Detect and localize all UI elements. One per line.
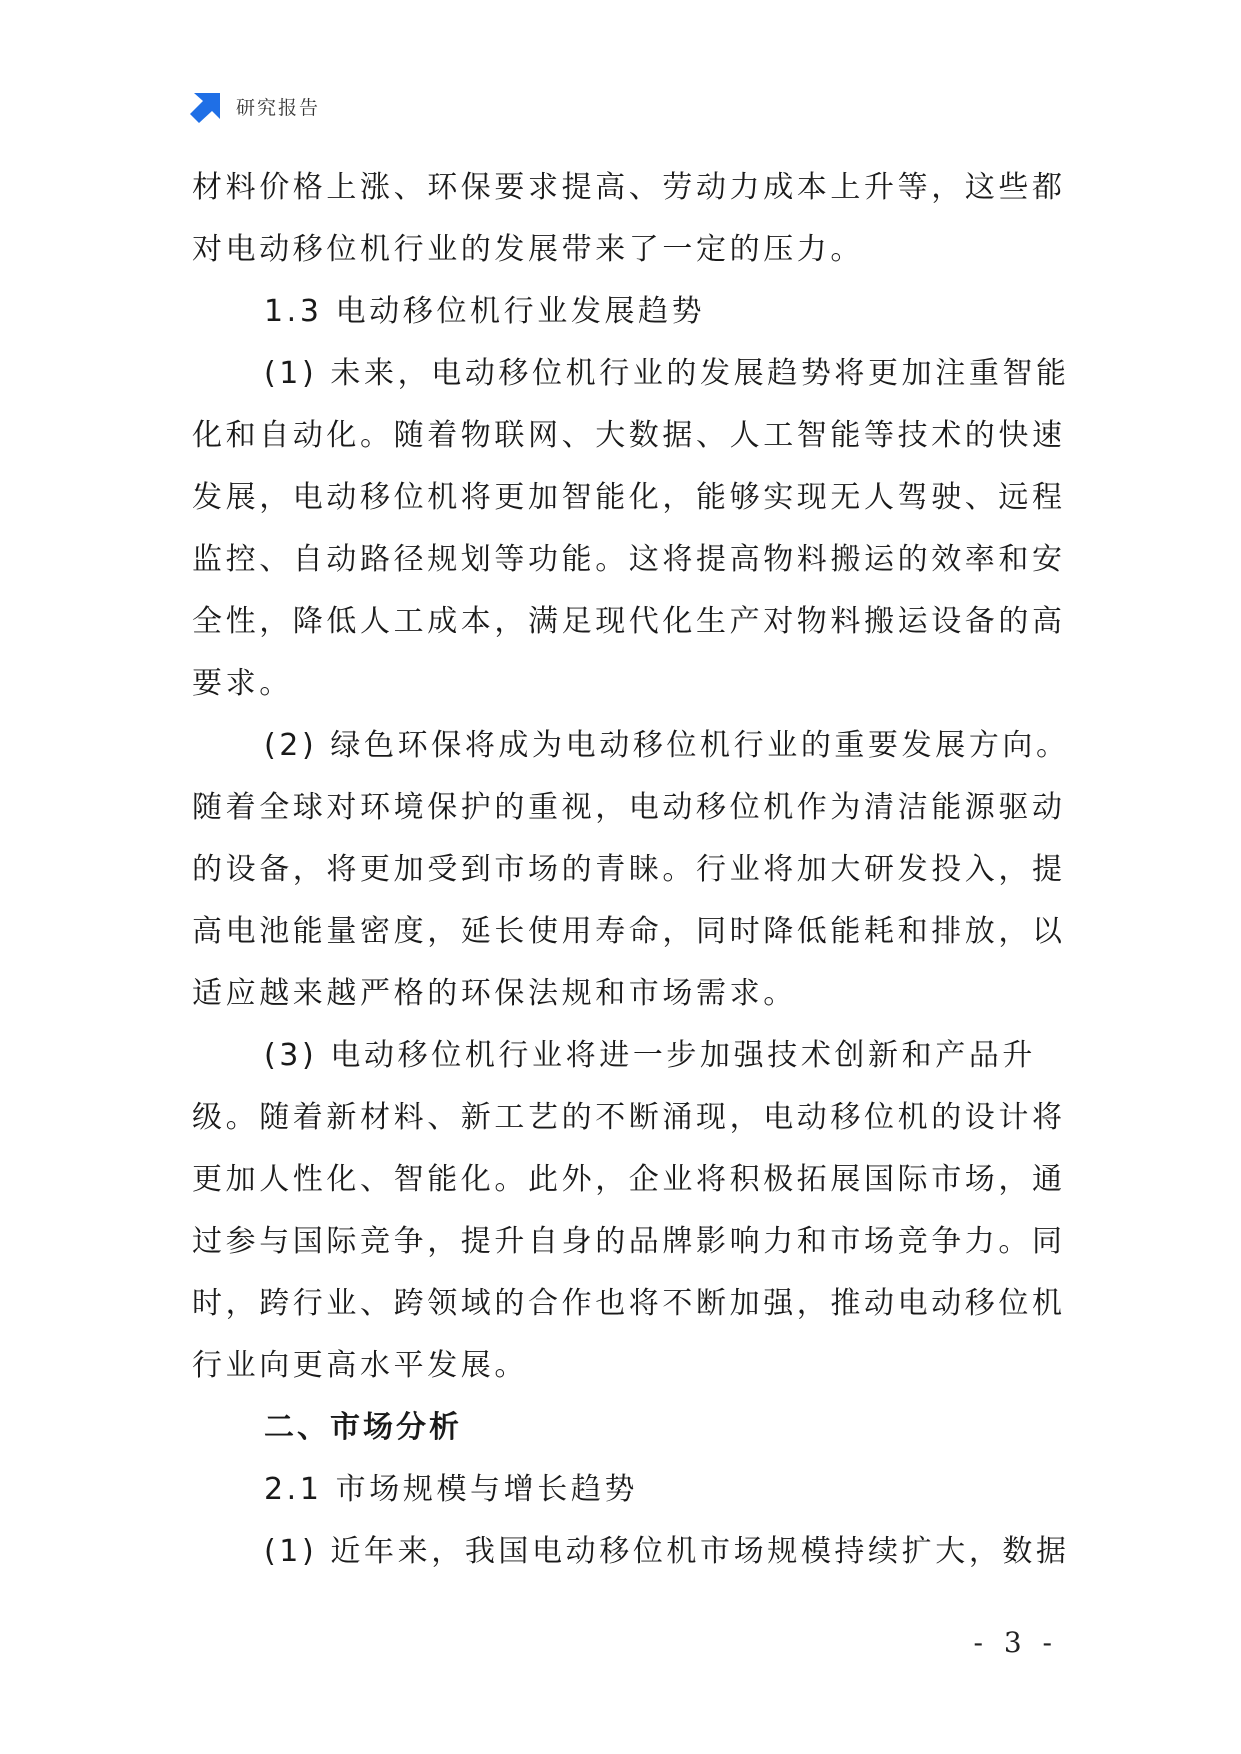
body-line: 级。随着新材料、新工艺的不断涌现，电动移位机的设计将 bbox=[192, 1100, 1066, 1135]
brand-arrow-icon bbox=[190, 89, 224, 123]
body-line: 对电动移位机行业的发展带来了一定的压力。 bbox=[192, 232, 864, 267]
body-line: 全性，降低人工成本，满足现代化生产对物料搬运设备的高 bbox=[192, 604, 1066, 639]
header-title: 研究报告 bbox=[236, 96, 321, 119]
paragraph-2-start: (2) 绿色环保将成为电动移位机行业的重要发展方向。 bbox=[264, 728, 1070, 763]
body-line: 发展，电动移位机将更加智能化，能够实现无人驾驶、远程 bbox=[192, 480, 1066, 515]
paragraph-4-start: (1) 近年来，我国电动移位机市场规模持续扩大，数据 bbox=[264, 1534, 1070, 1569]
body-line: 的设备，将更加受到市场的青睐。行业将加大研发投入，提 bbox=[192, 852, 1066, 887]
body-line: 时，跨行业、跨领域的合作也将不断加强，推动电动移位机 bbox=[192, 1286, 1066, 1321]
body-line: 材料价格上涨、环保要求提高、劳动力成本上升等，这些都 bbox=[192, 170, 1066, 205]
body-line: 要求。 bbox=[192, 666, 293, 701]
body-line: 过参与国际竞争，提升自身的品牌影响力和市场竞争力。同 bbox=[192, 1224, 1066, 1259]
chapter-heading-market-analysis: 二、市场分析 bbox=[264, 1410, 462, 1445]
section-heading-2-1: 2.1 市场规模与增长趋势 bbox=[264, 1472, 639, 1507]
body-line: 随着全球对环境保护的重视，电动移位机作为清洁能源驱动 bbox=[192, 790, 1066, 825]
body-line: 适应越来越严格的环保法规和市场需求。 bbox=[192, 976, 797, 1011]
paragraph-1-start: (1) 未来，电动移位机行业的发展趋势将更加注重智能 bbox=[264, 356, 1070, 391]
page-number: - 3 - bbox=[973, 1626, 1058, 1659]
body-line: 更加人性化、智能化。此外，企业将积极拓展国际市场，通 bbox=[192, 1162, 1066, 1197]
section-heading-1-3: 1.3 电动移位机行业发展趋势 bbox=[264, 294, 706, 329]
body-line: 化和自动化。随着物联网、大数据、人工智能等技术的快速 bbox=[192, 418, 1066, 453]
document-body bbox=[192, 157, 1070, 1583]
paragraph-3-start: (3) 电动移位机行业将进一步加强技术创新和产品升 bbox=[264, 1038, 1037, 1073]
body-line: 高电池能量密度，延长使用寿命，同时降低能耗和排放，以 bbox=[192, 914, 1066, 949]
page-header bbox=[190, 88, 320, 124]
body-line: 行业向更高水平发展。 bbox=[192, 1348, 528, 1383]
body-line: 监控、自动路径规划等功能。这将提高物料搬运的效率和安 bbox=[192, 542, 1066, 577]
